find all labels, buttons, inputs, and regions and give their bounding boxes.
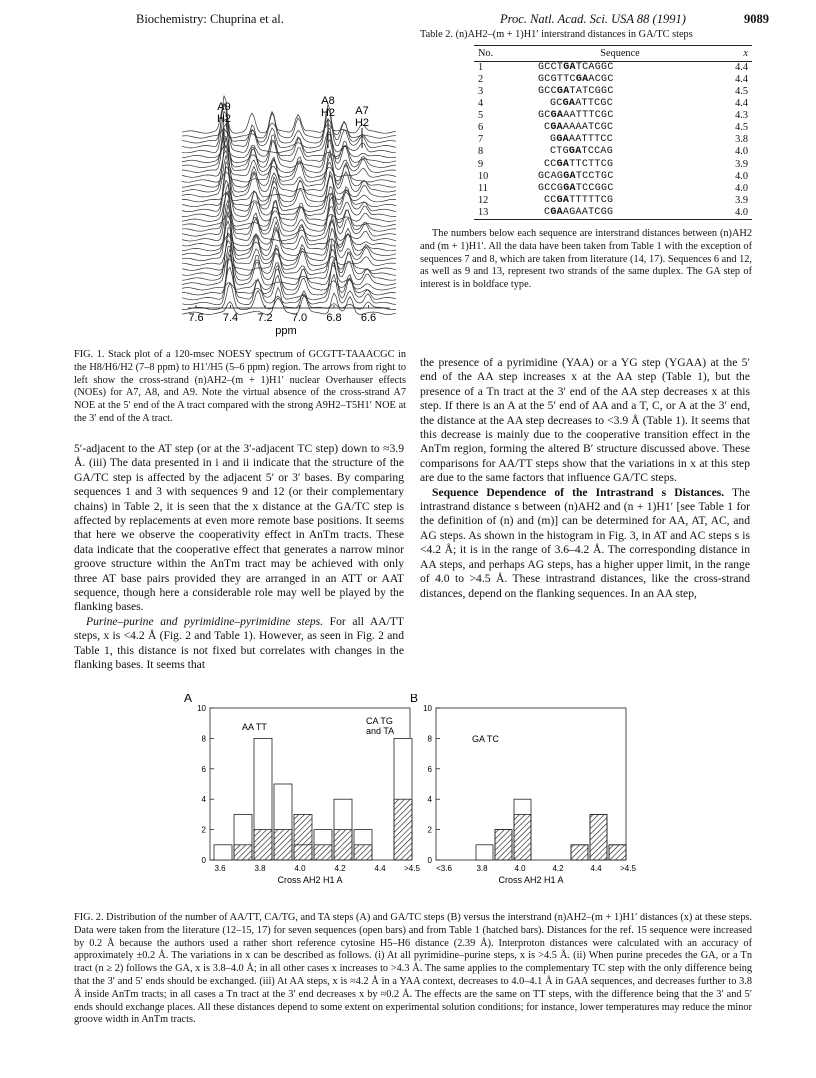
panel-a-label-ta: and TA <box>366 726 395 736</box>
peak-label-a7: A7 <box>355 105 369 117</box>
y-tick-label: 6 <box>201 764 206 774</box>
table2-cell-no: 13 <box>474 207 524 220</box>
body-paragraph-left-1: 5′-adjacent to the AT step (or at the 3′-adjacent TC step) down to ≈3.9 Å. (iii) The data presented in i and ii indicate that the structure of the GA/TC step is affected by the adjacent 5′ or 3′ bases. By comparing sequences 1 and 3 with sequences 9 and 12 (or their complementary chains) in Table 2, it is seen that the x distance at the GA/TC step is affected by replacements at even more remote base positions. It seems that here we observe the cooperativity effect in AnTm tracts. These data indicate that the cooperative effect that generates a narrow minor groove structure within the AnTm tract may be achieved with only three AT base pairs provided they are arranged in an ATT or AAT sequence, though here a considerable role may well be played by the flanking bases. <box>74 442 404 614</box>
x-tick-label: 3.6 <box>214 864 226 873</box>
stack-trace <box>182 135 396 163</box>
bar-hatched <box>254 830 272 860</box>
panel-letter: A <box>184 694 193 705</box>
fig2-panel-a <box>184 694 420 885</box>
table2-row <box>474 86 752 98</box>
ga-step-bold: GA <box>550 110 564 122</box>
panel-b-label-gatc: GA TC <box>472 734 499 744</box>
ga-step-bold: GA <box>568 146 582 158</box>
y-tick-label: 2 <box>427 825 432 835</box>
panel-a-label-catg: CA TG <box>366 716 393 726</box>
y-tick-label: 8 <box>201 734 206 744</box>
x-axis-label: Cross AH2 H1 A <box>498 875 564 885</box>
table2-cell-sequence: CTGGATCCAG <box>550 146 614 158</box>
ga-step-bold: GA <box>563 170 576 182</box>
y-tick-label: 10 <box>423 704 432 713</box>
bar-hatched <box>274 830 292 860</box>
stack-trace <box>182 167 396 217</box>
peak-label-a7-h2: H2 <box>354 117 370 129</box>
table2-cell-no: 6 <box>478 122 484 134</box>
table2-cell-x: 4.5 <box>735 122 748 134</box>
table2-cell-sequence: CGAAAAATCGC <box>544 122 614 134</box>
table2-cell-sequence: CCGATTCTTCG <box>544 158 614 170</box>
ppm-tick-label: 7.6 <box>188 312 204 324</box>
ga-step-bold: GA <box>562 98 576 110</box>
table2-row <box>474 171 752 183</box>
body-paragraph-right-1: the presence of a pyrimidine (YAA) or a YG step (YGAA) at the 5′ end of the AA step increases x at the AA step (Table 1), but the presence of a Tn tract at the 3′ end of the AA step decreases x at this step. If there is an A at the 5′ end of AA and a T, C, or A at the 3′ end, the distance at the AA step decreases to <3.9 Å (Table 1). It seems that this decrease is mainly due to the cooperative transition effect in the AnTm region, forming the altered B′ structure discussed above. These comparisons for AA/TT steps show that the variations in x at this step are due to the same factors that influence GA/TC steps. <box>420 356 750 485</box>
table2-header-x: x <box>716 45 752 61</box>
x-tick-label: 4.2 <box>334 864 346 873</box>
table2-cell-no: 5 <box>478 110 484 122</box>
table2-cell-x: 4.0 <box>735 182 748 194</box>
ga-step-bold: GA <box>556 194 570 206</box>
table2 <box>420 29 750 292</box>
table2-cell-sequence: CGAAGAATCGG <box>524 207 716 220</box>
stack-trace <box>182 204 396 255</box>
ga-step-bold: GA <box>556 158 570 170</box>
x-tick-label: 4.2 <box>552 864 564 873</box>
table2-row <box>474 146 752 158</box>
table2-cell-x: 3.8 <box>735 134 748 146</box>
table2-row <box>474 110 752 122</box>
table2-cell-no: 12 <box>478 194 489 206</box>
table2-cell-sequence: GCCGATATCGGC <box>538 85 614 97</box>
y-tick-label: 6 <box>427 764 432 774</box>
x-tick-label: 4.4 <box>590 864 602 873</box>
table2-row <box>474 134 752 146</box>
table2-cell-sequence: GCGAAATTTCGC <box>538 110 614 122</box>
x-tick-label: 3.8 <box>254 864 266 873</box>
stack-trace <box>182 269 396 290</box>
table2-cell-no: 9 <box>478 158 484 170</box>
table2-cell-sequence: GGAAATTTCC <box>550 134 614 146</box>
body-paragraph-right-2-text: The intrastrand distance s between (n)AH2 and (n + 1)H1′ [see Table 1 for the definition of (n) and (m)] can be determined for AA, AT, AC, and AG steps. As shown in the histogram in Fig. 3, in AT and AC steps s is <4.2 Å; it is in the range of 3.6–4.2 Å. The corresponding distance in AA steps, and perhaps AG steps, has a higher upper limit, in the range of 4.0 to >4.5 Å. These intrastrand distances, like the cross-strand distances, depend on the flanking sequences. In an AA step, <box>420 485 750 600</box>
bar-hatched <box>294 814 312 860</box>
body-column-right <box>420 356 750 601</box>
table2-cell-sequence: GCGTTCGAACGC <box>538 73 614 85</box>
bar-open <box>214 845 232 860</box>
section-heading-sequence-dependence: Sequence Dependence of the Intrastrand s Distances. <box>432 485 725 499</box>
ga-step-bold: GA <box>550 206 563 218</box>
table2-cell-no: 10 <box>478 170 489 182</box>
table2-cell-x: 4.4 <box>735 98 748 110</box>
body-paragraph-left-2-text: For all AA/TT steps, x is <4.2 Å (Fig. 2 and Table 1). However, as seen in Fig. 2 and Table 1, this distance is not fixed but correlates with changes in the flanking bases. It seems that <box>74 614 404 672</box>
bar-hatched <box>354 845 372 860</box>
ppm-tick-label: 7.4 <box>222 312 239 324</box>
table2-row <box>474 122 752 134</box>
table2-row <box>474 207 752 220</box>
table2-cell-sequence: GCGAATTCGC <box>550 98 614 110</box>
table2-row <box>474 98 752 110</box>
ga-step-bold: GA <box>550 122 563 134</box>
body-paragraph-right-2 <box>420 486 750 601</box>
stack-trace <box>182 287 396 314</box>
y-tick-label: 8 <box>427 734 432 744</box>
table2-cell-x: 4.4 <box>735 73 748 85</box>
ga-step-bold: GA <box>556 134 569 146</box>
bar-hatched <box>590 814 607 860</box>
panel-letter: B <box>410 694 419 705</box>
stack-trace <box>182 151 396 178</box>
peak-label-a9-h2: H2 <box>216 113 232 125</box>
stack-trace <box>182 283 396 310</box>
panel-a-label-aatt: AA TT <box>242 722 267 732</box>
peak-label-a8: A8 <box>321 95 335 107</box>
table2-cell-sequence: GCAGGATCCTGC <box>538 170 614 182</box>
ppm-tick-label: 6.8 <box>326 312 342 324</box>
table2-grid <box>474 45 752 220</box>
table2-cell-no: 11 <box>478 182 488 194</box>
bar-hatched <box>314 845 332 860</box>
peak-label-a8-h2: H2 <box>320 107 336 119</box>
body-column-left <box>74 442 404 673</box>
ga-step-bold: GA <box>556 85 570 97</box>
table2-cell-no: 1 <box>478 61 484 73</box>
ppm-axis <box>188 305 390 337</box>
x-tick-label: 4.0 <box>294 864 306 873</box>
bar-hatched <box>571 845 588 860</box>
stack-trace <box>182 138 396 157</box>
table2-cell-x: 3.9 <box>735 158 748 170</box>
table2-cell-x: 4.0 <box>716 207 752 220</box>
table2-row <box>474 61 752 74</box>
running-header-authors: Biochemistry: Chuprina et al. <box>136 12 284 26</box>
x-tick-label: >4.5 <box>620 864 636 873</box>
table2-cell-no: 7 <box>478 134 484 146</box>
fig1-caption: FIG. 1. Stack plot of a 120-msec NOESY spectrum of GCGTT-TAAACGC in the H8/H6/H2 (7–8 ppm) to H1′/H5 (5–6 ppm) region. The arrows from right to left show the cross-strand (n)AH2–(m + 1)H1′ nuclear Overhauser effects (NOEs) for A7, A8, and A9. Note the virtual absence of the cross-strand A7 NOE at the 5′ end of the A tract compared with the strong A9H2–T5H1′ NOE at the 3′ end of the A tract. <box>74 349 406 424</box>
table2-row <box>474 159 752 171</box>
bar-hatched <box>514 814 531 860</box>
table2-cell-no: 3 <box>478 85 484 97</box>
stack-trace <box>182 137 396 192</box>
x-tick-label: 4.4 <box>374 864 386 873</box>
table2-row <box>474 183 752 195</box>
table2-cell-x: 4.0 <box>735 146 748 158</box>
table2-cell-no: 4 <box>478 98 484 110</box>
table2-header-sequence: Sequence <box>524 45 716 61</box>
table2-row <box>474 195 752 207</box>
ga-step-bold: GA <box>563 182 576 194</box>
table2-title: Table 2. (n)AH2–(m + 1)H1′ interstrand distances in GA/TC steps <box>420 29 693 40</box>
fig1-stack-plot <box>168 88 404 338</box>
y-tick-label: 4 <box>201 795 206 805</box>
fig2-caption: FIG. 2. Distribution of the number of AA/TT, CA/TG, and TA steps (A) and GA/TC steps (B) versus the interstrand (n)AH2–(m + 1)H1′ distances (x) at these steps. Data were taken from the literature (12–15, 17) for seven sequences (open bars) and from Table 1 (hatched bars). Distances for the ref. 15 sequence were increased by 0.2 Å because the authors used a rather short reference cytosine H5–H6 distance (2.39 Å). Interproton distances were calculated with an accuracy of approximately ±0.2 Å. The variations in x can be described as follows. (i) At all pyrimidine–purine steps, x is >4.5 Å. (ii) When purine precedes the GA, or a Tn tract (n ≥ 2) follows the GA, x is 3.8–4.0 Å; in all other cases x increases to >4.3 Å. The same applies to the complementary TC step with the only difference being that the 3′ and 5′ ends should be exchanged. (iii) At AA steps, x is ≈4.2 Å in a YAA context, decreases to 4.0–4.1 Å in GAA sequences, and decreases further to 3.8 Å inside AnTm tracts; in all cases a Tn tract at the 3′ end decreases x by ≈0.2 Å. The effects are the same on TT steps, with the difference being that the 3′ and 5′ ends should exchange places. All these distances depend to some extent on experimental solution conditions; for instance, lower temperatures may reduce the minor groove width in AnTm tracts. <box>74 912 752 1026</box>
table2-row <box>474 74 752 86</box>
table2-note: The numbers below each sequence are interstrand distances between (n)AH2 and (m + 1)H1′. All the data have been taken from Table 1 with the exception of sequences 7 and 8, which are taken from literature (14, 17). Sequences 6 and 12, as well as 9 and 13, represent two strands of the same duplex. The GA step of interest is in boldface type. <box>420 228 752 291</box>
table2-cell-sequence: GCCTGATCAGGC <box>538 61 614 73</box>
table2-cell-sequence: CCGATTTTTCG <box>544 194 614 206</box>
running-header-journal: Proc. Natl. Acad. Sci. USA 88 (1991) <box>500 12 686 26</box>
bar-hatched <box>609 845 626 860</box>
ppm-tick-label: 7.0 <box>291 312 308 324</box>
stack-trace <box>182 246 396 285</box>
ga-step-bold: GA <box>575 73 589 85</box>
ppm-tick-label: 6.6 <box>360 312 377 324</box>
bar-open <box>476 845 493 860</box>
stack-trace <box>182 241 396 266</box>
y-tick-label: 0 <box>201 856 206 865</box>
x-axis-label: Cross AH2 H1 A <box>277 875 343 885</box>
table2-cell-x: 4.5 <box>735 85 748 97</box>
stack-trace <box>182 194 396 221</box>
y-tick-label: 2 <box>201 825 206 835</box>
ga-step-bold: GA <box>563 61 576 73</box>
bar-hatched <box>495 830 512 860</box>
peak-label-a9: A9 <box>217 101 231 113</box>
fig2-histograms <box>170 694 650 900</box>
x-tick-label: 3.8 <box>476 864 488 873</box>
x-tick-label: 4.0 <box>514 864 526 873</box>
bar-hatched <box>334 830 352 860</box>
page-number: 9089 <box>744 12 769 26</box>
bar-hatched <box>234 845 252 860</box>
y-tick-label: 0 <box>427 856 432 865</box>
x-tick-label: >4.5 <box>404 864 420 873</box>
table2-cell-no: 2 <box>478 73 484 85</box>
table2-cell-x: 4.3 <box>735 110 748 122</box>
ppm-tick-label: 7.2 <box>257 312 273 324</box>
y-tick-label: 10 <box>197 704 206 713</box>
bar-hatched <box>394 799 412 860</box>
fig2-panel-b <box>410 694 636 885</box>
table2-cell-x: 4.0 <box>735 170 748 182</box>
body-paragraph-left-2 <box>74 615 404 673</box>
table2-header-no: No. <box>474 45 524 61</box>
table2-cell-x: 3.9 <box>735 194 748 206</box>
table2-cell-x: 4.4 <box>735 61 748 73</box>
x-tick-label: <3.6 <box>436 864 452 873</box>
section-heading-purine: Purine–purine and pyrimidine–pyrimidine steps. <box>86 614 324 628</box>
table2-body <box>474 61 752 219</box>
y-tick-label: 4 <box>427 795 432 805</box>
table2-cell-no: 8 <box>478 146 484 158</box>
table2-cell-sequence: GCCGGATCCGGC <box>538 182 614 194</box>
ppm-axis-unit: ppm <box>275 325 297 337</box>
